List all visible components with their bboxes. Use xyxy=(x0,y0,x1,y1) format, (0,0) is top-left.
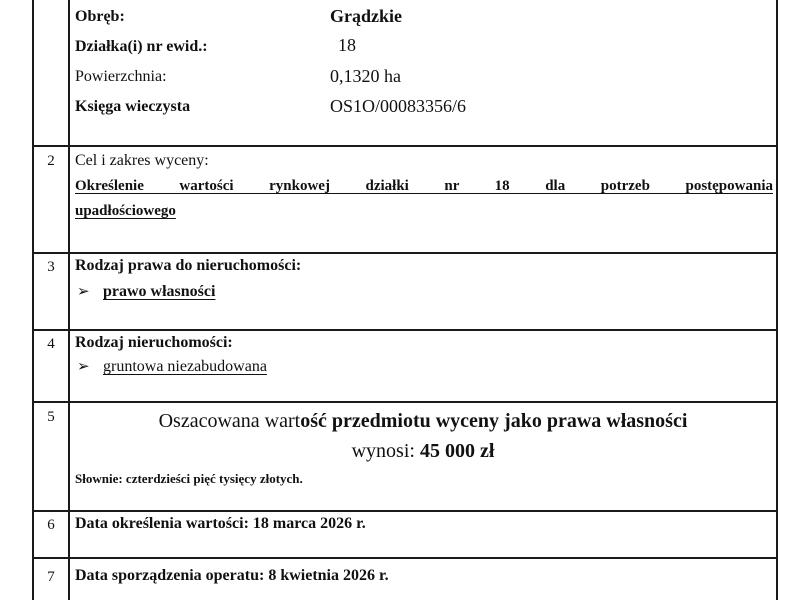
dzialka-label: Działka(i) nr ewid.: xyxy=(75,38,208,55)
row-divider xyxy=(32,145,778,147)
row-number: 2 xyxy=(47,153,55,169)
row-divider xyxy=(32,557,778,559)
valuation-heading xyxy=(70,410,776,433)
purpose-text-line1: Określenie wartości rynkowej działki nr 18 dla potrzeb postępowania xyxy=(75,178,773,194)
property-type-value: gruntowa niezabudowana xyxy=(103,358,267,375)
valuation-date-label: Data określenia wartości: xyxy=(75,515,253,532)
arrow-bullet-icon: ➢ xyxy=(77,359,90,375)
row-divider xyxy=(32,329,778,331)
row-number: 6 xyxy=(47,517,55,533)
powierzchnia-label: Powierzchnia: xyxy=(75,68,167,85)
row-divider xyxy=(32,252,778,254)
dzialka-value: 18 xyxy=(338,35,356,55)
list-item xyxy=(77,357,267,376)
valuation-date-line xyxy=(75,515,366,533)
list-item xyxy=(77,282,215,301)
report-date-line xyxy=(75,567,389,585)
row-number: 5 xyxy=(47,409,55,425)
report-date-value: 8 kwietnia 2026 r. xyxy=(268,567,389,584)
section-label: Rodzaj prawa do nieruchomości: xyxy=(75,257,302,274)
amount-value: 45 000 zł xyxy=(419,440,495,462)
valuation-heading-part1: Oszacowana wart xyxy=(158,410,301,432)
ksiega-label: Księga wieczysta xyxy=(75,98,191,115)
powierzchnia-value: 0,1320 ha xyxy=(330,66,401,86)
valuation-date-value: 18 marca 2026 r. xyxy=(252,515,366,532)
valuation-amount-line xyxy=(70,440,776,463)
obreb-label: Obręb: xyxy=(75,8,125,25)
purpose-text-line2: upadłościowego xyxy=(75,203,176,219)
row-number: 4 xyxy=(47,336,55,352)
row-number: 7 xyxy=(47,569,55,585)
amount-in-words: Słownie: czterdzieści pięć tysięcy złotych. xyxy=(75,471,303,486)
report-date-label: Data sporządzenia operatu: xyxy=(75,567,269,584)
row-divider xyxy=(32,401,778,403)
row-divider xyxy=(32,510,778,512)
right-type-value: prawo własności xyxy=(103,283,216,300)
section-label: Cel i zakres wyceny: xyxy=(75,152,209,169)
obreb-value: Grądzkie xyxy=(330,6,402,26)
ksiega-value: OS1O/00083356/6 xyxy=(330,96,467,116)
amount-label: wynosi: xyxy=(351,440,420,462)
section-label: Rodzaj nieruchomości: xyxy=(75,334,233,351)
arrow-bullet-icon: ➢ xyxy=(77,284,90,300)
row-number: 3 xyxy=(47,259,55,275)
valuation-heading-part2: ość przedmiotu wyceny jako prawa własności xyxy=(300,410,688,432)
